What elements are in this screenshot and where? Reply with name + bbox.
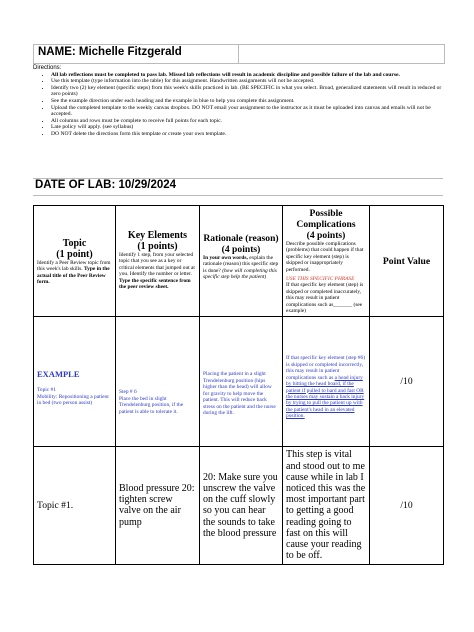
direction-item: • Identify two (2) key element (specific steps) from this week's skills practiced in lab. (BE SPECIFIC in what you select. Broad, generalized statements will result in reduced or zero points) [51, 85, 445, 98]
value-title: Point Value [382, 255, 431, 267]
direction-item: • Upload the completed template to the weekly canvas dropbox. DO NOT email your assignment to the instructor as it must be uploaded into canvas and emails will not be accepted. [51, 105, 445, 118]
example-rationale-cell [200, 317, 283, 447]
direction-item: • All columns and rows must be complete to receive full points for each topic. [51, 118, 445, 125]
date-of-lab: DATE OF LAB: 10/29/2024 [35, 179, 177, 191]
header-row [34, 206, 444, 317]
complications-title: Possible Complications [296, 208, 356, 230]
date-bar [33, 178, 443, 196]
topic1-row [34, 447, 444, 564]
example-value-cell [370, 317, 444, 447]
topic1-complication: This step is vital and stood out to me cause while in lab I noticed this was the most important part to getting a good reading going to fast on this will cause your reading to be off. [286, 449, 366, 562]
rationale-points: (4 points) [221, 244, 261, 255]
value-header [370, 206, 444, 317]
topic1-topic-cell [34, 447, 116, 564]
key-title: Key Elements [127, 230, 188, 241]
topic-header [34, 206, 116, 317]
topic1-value: /10 [400, 499, 413, 511]
example-topic: Topic #1 [37, 387, 56, 394]
example-rationale: Placing the patient in a slight Trendelenburg position (hips higher than the head) will allow for gravity to help move the patient. This will reduce back stress on the patient and the nurse during the lift. [203, 371, 276, 416]
direction-item: • See the example direction under each heading and the example in blue to help you complete this assignment. [51, 98, 445, 105]
topic1-topic: Topic #1. [37, 499, 74, 511]
direction-item: • Use this template (type information into the table) for this assignment. Handwritten assignments will not be accepted. [51, 78, 445, 85]
name-divider [238, 45, 239, 63]
complications-desc: Describe possible complications (problems) that could happen if that specific key element (step) is skipped or inappropriately performed. [286, 241, 364, 273]
name-bar [33, 44, 445, 64]
rationale-title: Rationale (reason) [203, 233, 279, 244]
example-complication: If that specific key element (step #6) is skipped or completed incorrectly, this may result in patient complications such as a head injury by hitting the head board, if the patient if pulled to hard and fast OR the nurses may sustain a back injury by trying to pull the patient up with the patient's head in an elevated position. [286, 355, 366, 420]
example-row [34, 317, 444, 447]
topic-desc: Identify a Peer Review topic from this week's lab skills. Type in the actual title of the Peer Review form. [37, 260, 111, 286]
rationale-desc: In your own words, explain the rationale (reason) this specific step is done? (how will completing this specific step help the patient) [203, 255, 279, 281]
student-name: NAME: Michelle Fitzgerald [38, 46, 182, 58]
example-value: /10 [400, 376, 413, 388]
topic1-rationale-cell [200, 447, 283, 564]
example-label: EXAMPLE [37, 369, 80, 380]
direction-item: • DO NOT delete the directions form this template or create your own template. [51, 131, 445, 138]
direction-item: • Late policy will apply. (see syllabus) [51, 124, 445, 131]
topic-title: Topic [62, 238, 87, 249]
phrase-text: If that specific key element (step) is skipped or completed inaccurately, this may result in patient complications such as_______ (see example) [286, 282, 364, 315]
example-complication-cell [283, 317, 370, 447]
key-desc: Identify 1 step, from your selected topic that you see as a key or critical elements that jumped out at you. Identify the number or letter. Type the specific sentence from the peer review sheet. [119, 252, 195, 291]
rubric-table [33, 205, 444, 565]
topic1-key-cell [116, 447, 200, 564]
directions-label: Directions: [33, 65, 62, 71]
topic1-key: Blood pressure 20: tighten screw valve on the air pump [119, 483, 195, 528]
example-key-cell [116, 317, 200, 447]
complications-header [283, 206, 370, 317]
example-topic-cell [34, 317, 116, 447]
example-topic-sub: Mobility: Repositioning a patient in bed (two person assist) [37, 393, 109, 407]
rationale-header [200, 206, 283, 317]
phrase-label: USE THIS SPECIFIC PHRASE [286, 276, 355, 283]
directions-block [33, 65, 445, 138]
topic1-complication-cell [283, 447, 370, 564]
directions-list [33, 72, 445, 138]
topic1-value-cell [370, 447, 444, 564]
key-points: (1 points) [137, 241, 178, 252]
topic1-rationale: 20: Make sure you unscrew the valve on the cuff slowly so you can hear the sounds to take the blood pressure [203, 471, 278, 539]
complications-points: (4 points) [306, 230, 346, 241]
topic-points: (1 point) [56, 249, 93, 260]
direction-item: • All lab reflections must be completed to pass lab. Missed lab reflections will result in academic discipline and possible failure of the lab and course. [51, 72, 445, 79]
example-key: Step # 6 Place the bed in slight Trendelenburg position, if the patient is able to tolerate it. [119, 389, 184, 415]
key-header [116, 206, 200, 317]
